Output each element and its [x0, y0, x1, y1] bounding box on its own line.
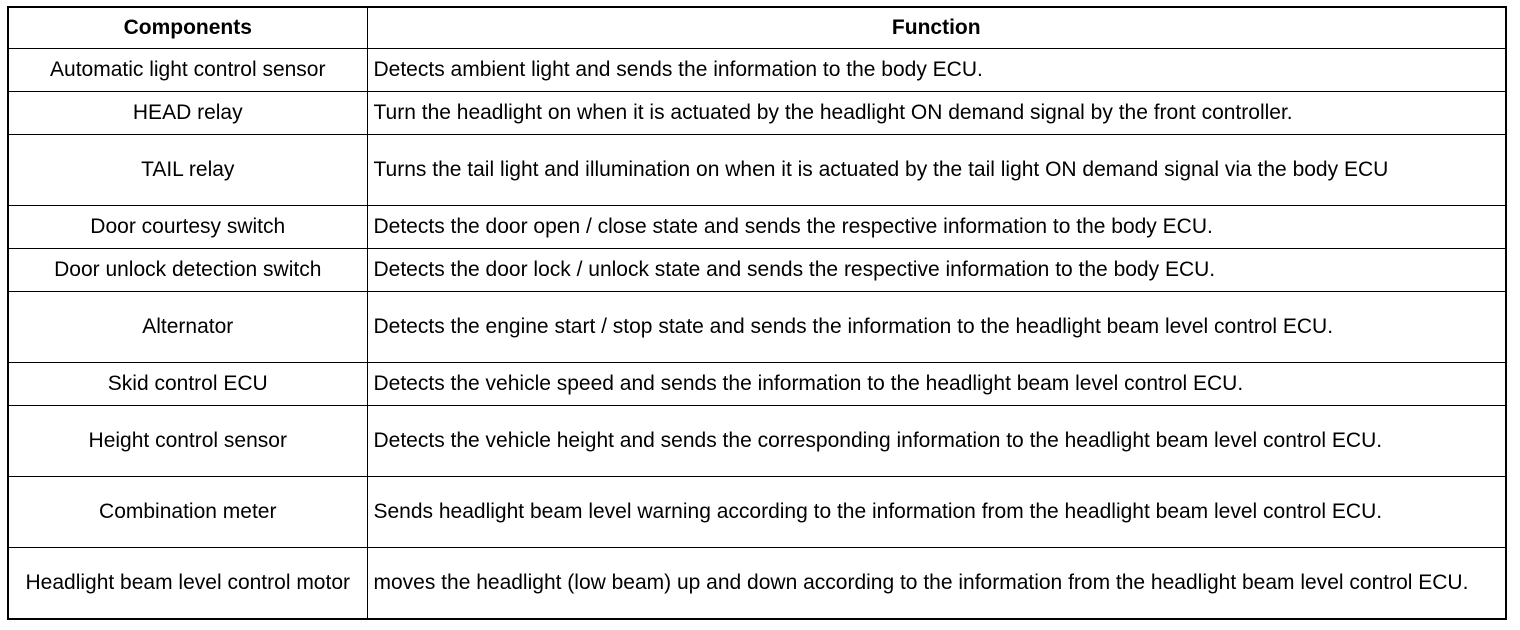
component-cell: Automatic light control sensor — [8, 49, 367, 92]
function-cell: Turns the tail light and illumination on when it is actuated by the tail light ON demand signal via the body ECU — [367, 135, 1506, 206]
component-cell: Height control sensor — [8, 406, 367, 477]
component-cell: Headlight beam level control motor — [8, 548, 367, 620]
table-row — [8, 249, 1506, 292]
header-components: Components — [8, 7, 367, 49]
component-cell: HEAD relay — [8, 92, 367, 135]
table-row — [8, 206, 1506, 249]
function-cell: Sends headlight beam level warning according to the information from the headlight beam level control ECU. — [367, 477, 1506, 548]
function-cell: Detects the vehicle height and sends the corresponding information to the headlight beam level control ECU. — [367, 406, 1506, 477]
table-header-row — [8, 7, 1506, 49]
component-cell: Door unlock detection switch — [8, 249, 367, 292]
table-row — [8, 92, 1506, 135]
function-cell: Detects the vehicle speed and sends the information to the headlight beam level control ECU. — [367, 363, 1506, 406]
function-cell: Detects the door open / close state and sends the respective information to the body ECU. — [367, 206, 1506, 249]
header-function: Function — [367, 7, 1506, 49]
function-cell: Turn the headlight on when it is actuated by the headlight ON demand signal by the front controller. — [367, 92, 1506, 135]
function-cell: Detects ambient light and sends the information to the body ECU. — [367, 49, 1506, 92]
component-cell: Combination meter — [8, 477, 367, 548]
component-cell: Skid control ECU — [8, 363, 367, 406]
component-cell: TAIL relay — [8, 135, 367, 206]
function-cell: Detects the engine start / stop state and sends the information to the headlight beam level control ECU. — [367, 292, 1506, 363]
components-function-table — [7, 6, 1507, 620]
table-row — [8, 548, 1506, 620]
table-row — [8, 49, 1506, 92]
function-cell: Detects the door lock / unlock state and sends the respective information to the body ECU. — [367, 249, 1506, 292]
table-row — [8, 135, 1506, 206]
table-row — [8, 292, 1506, 363]
component-cell: Alternator — [8, 292, 367, 363]
function-cell: moves the headlight (low beam) up and down according to the information from the headlight beam level control ECU. — [367, 548, 1506, 620]
table-row — [8, 363, 1506, 406]
component-cell: Door courtesy switch — [8, 206, 367, 249]
table-row — [8, 406, 1506, 477]
table-row — [8, 477, 1506, 548]
